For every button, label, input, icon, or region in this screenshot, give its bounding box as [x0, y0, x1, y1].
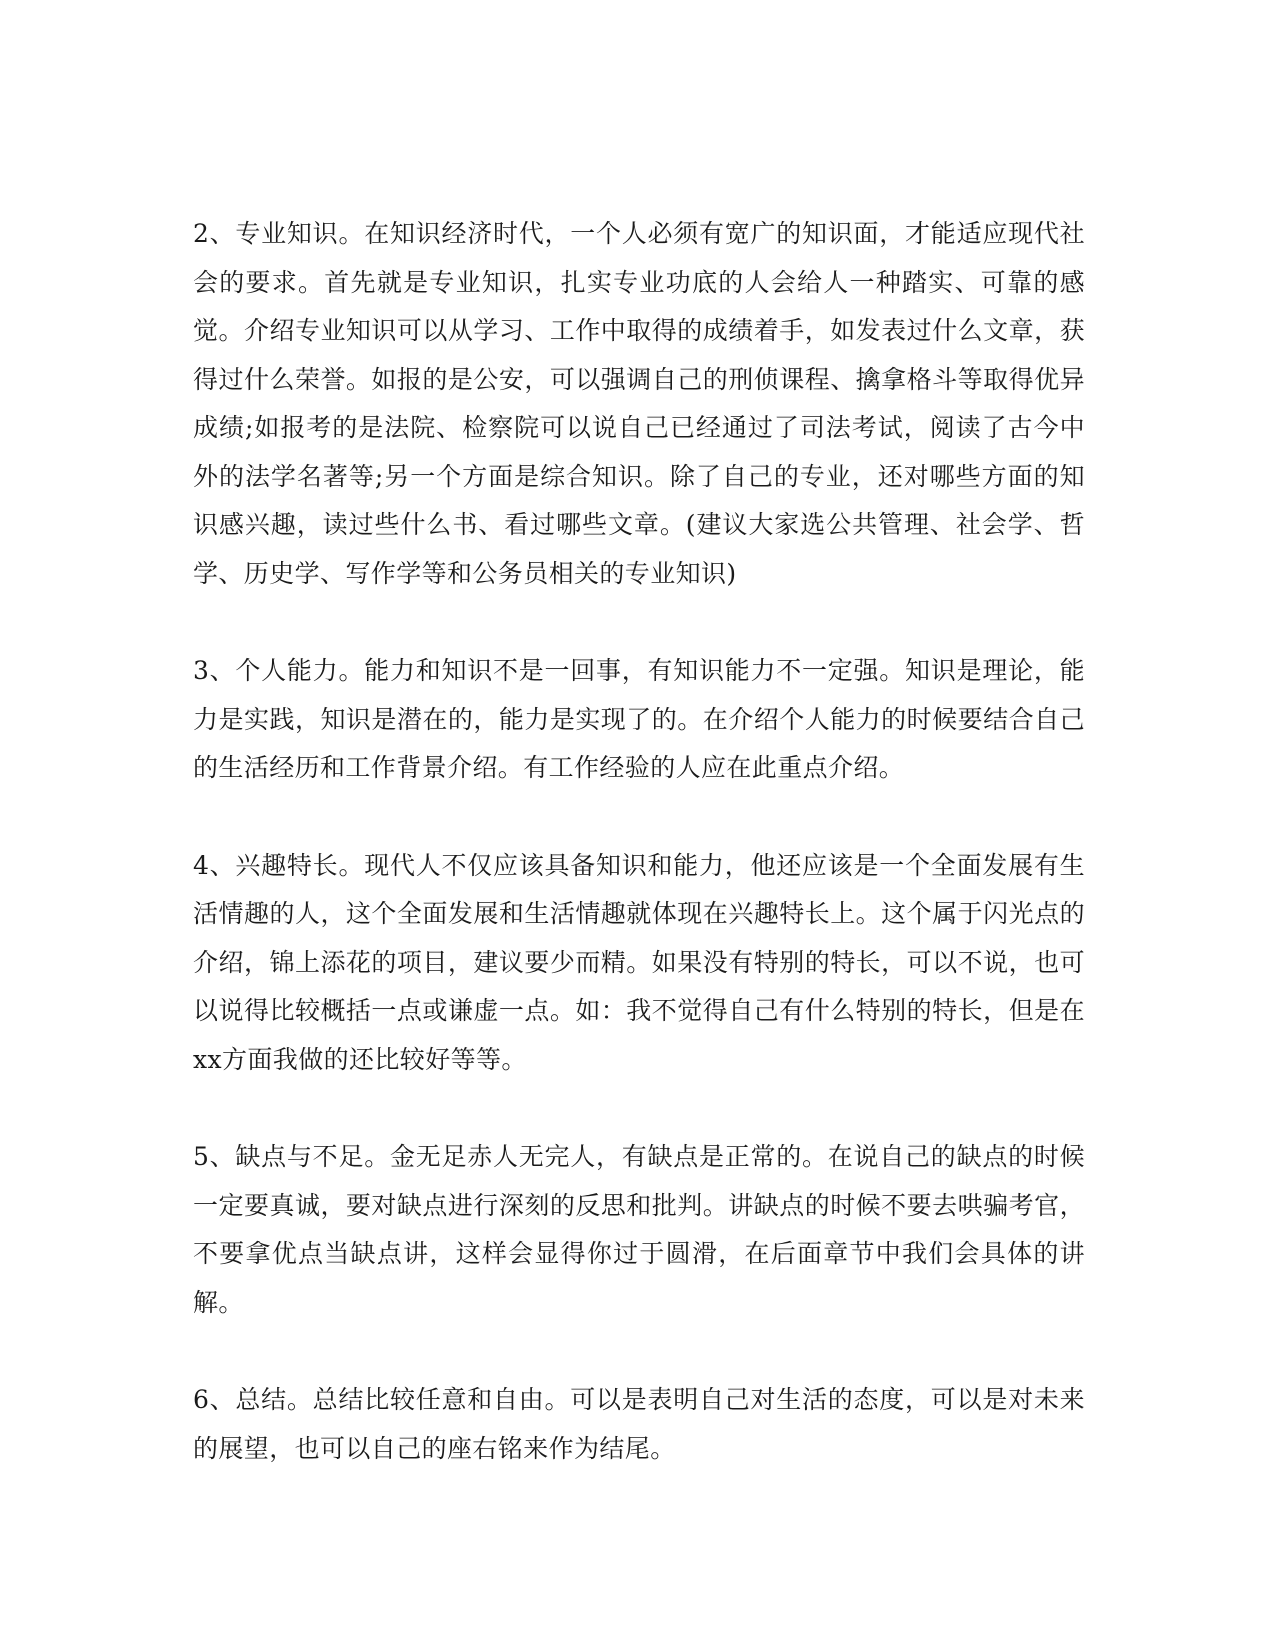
paragraph-shortcomings: 5、缺点与不足。金无足赤人无完人，有缺点是正常的。在说自己的缺点的时候一定要真诚，要对缺点进行深刻的反思和批判。讲缺点的时候不要去哄骗考官，不要拿优点当缺点讲，这样会显得你过于圆滑，在后面章节中我们会具体的讲解。 — [193, 1142, 1085, 1317]
paragraph-professional-knowledge: 2、专业知识。在知识经济时代，一个人必须有宽广的知识面，才能适应现代社会的要求。首先就是专业知识，扎实专业功底的人会给人一种踏实、可靠的感觉。介绍专业知识可以从学习、工作中取得的成绩着手，如发表过什么文章，获得过什么荣誉。如报的是公安，可以强调自己的刑侦课程、擒拿格斗等取得优异成绩;如报考的是法院、检察院可以说自己已经通过了司法考试，阅读了古今中外的法学名著等;另一个方面是综合知识。除了自己的专业，还对哪些方面的知识感兴趣，读过些什么书、看过哪些文章。(建议大家选公共管理、社会学、哲学、历史学、写作学等和公务员相关的专业知识) — [193, 219, 1085, 588]
paragraph-spacer — [193, 793, 1085, 842]
paragraph-personal-ability: 3、个人能力。能力和知识不是一回事，有知识能力不一定强。知识是理论，能力是实践，知识是潜在的，能力是实现了的。在介绍个人能力的时候要结合自己的生活经历和工作背景介绍。有工作经验的人应在此重点介绍。 — [193, 656, 1085, 782]
paragraph-spacer — [193, 1084, 1085, 1133]
paragraph-summary: 6、总结。总结比较任意和自由。可以是表明自己对生活的态度，可以是对未来的展望，也可以自己的座右铭来作为结尾。 — [193, 1385, 1085, 1463]
document-body — [193, 210, 1085, 1473]
paragraph-spacer — [193, 1327, 1085, 1376]
paragraph-spacer — [193, 598, 1085, 647]
paragraph-interests-specialties: 4、兴趣特长。现代人不仅应该具备知识和能力，他还应该是一个全面发展有生活情趣的人，这个全面发展和生活情趣就体现在兴趣特长上。这个属于闪光点的介绍，锦上添花的项目，建议要少而精。如果没有特别的特长，可以不说，也可以说得比较概括一点或谦虚一点。如：我不觉得自己有什么特别的特长，但是在xx方面我做的还比较好等等。 — [193, 850, 1085, 1074]
